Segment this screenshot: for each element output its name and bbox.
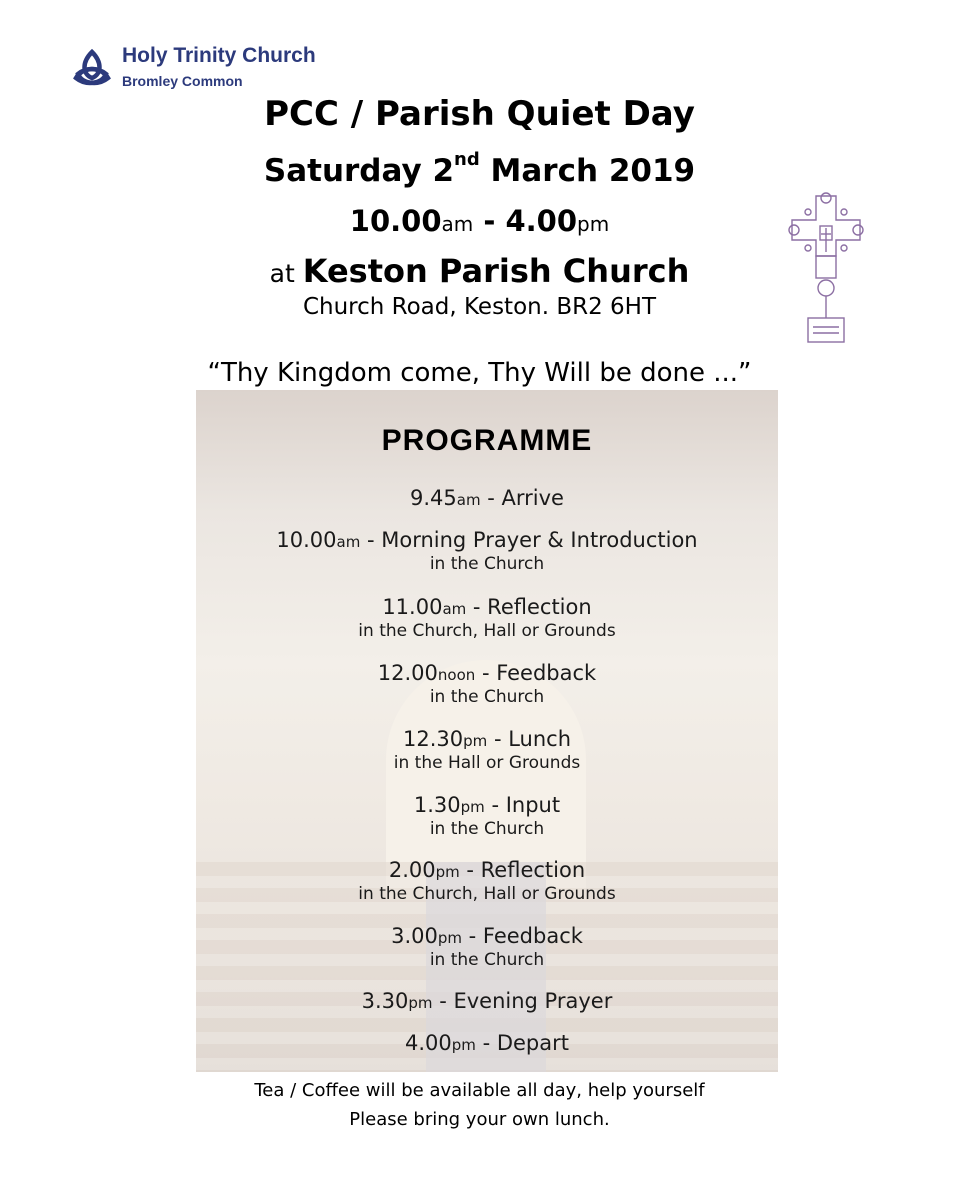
item-title: - Feedback xyxy=(461,924,583,948)
item-unit: pm xyxy=(451,1036,476,1054)
keston-cross-emblem xyxy=(786,190,866,345)
item-place: in the Church xyxy=(429,819,545,839)
item-title: - Feedback xyxy=(475,661,597,685)
programme-item xyxy=(196,486,778,510)
item-time: 12.30 xyxy=(403,727,464,751)
programme-item xyxy=(196,858,778,904)
programme-heading: PROGRAMME xyxy=(381,424,593,457)
time-start-unit: am xyxy=(441,212,474,236)
item-place: in the Church, Hall or Grounds xyxy=(358,621,616,641)
item-time: 1.30 xyxy=(413,793,461,817)
logo-church-name: Holy Trinity Church xyxy=(122,44,316,67)
item-unit: noon xyxy=(437,666,476,684)
church-logo xyxy=(72,44,362,94)
item-time: 12.00 xyxy=(377,661,438,685)
programme-item xyxy=(196,989,778,1013)
item-time: 2.00 xyxy=(388,858,436,882)
item-unit: pm xyxy=(463,732,488,750)
item-unit: am xyxy=(442,600,467,618)
programme-item xyxy=(196,727,778,773)
item-unit: pm xyxy=(460,798,485,816)
item-title: - Reflection xyxy=(459,858,586,882)
item-title: - Evening Prayer xyxy=(432,989,613,1013)
item-unit: am xyxy=(336,533,361,551)
item-time: 11.00 xyxy=(382,595,443,619)
time-end: 4.00 xyxy=(505,204,578,238)
programme-panel xyxy=(196,390,778,1072)
item-time: 4.00 xyxy=(405,1031,452,1055)
date-ordinal: nd xyxy=(454,149,480,170)
item-place: in the Church xyxy=(429,554,545,574)
item-title: - Morning Prayer & Introduction xyxy=(360,528,698,552)
item-place: in the Church, Hall or Grounds xyxy=(358,884,616,904)
item-title: - Depart xyxy=(475,1031,569,1055)
item-title: - Lunch xyxy=(487,727,571,751)
programme-item xyxy=(196,1031,778,1055)
item-unit: pm xyxy=(435,863,460,881)
item-place: in the Hall or Grounds xyxy=(393,753,581,773)
time-separator: - xyxy=(473,204,506,238)
programme-item xyxy=(196,595,778,641)
item-unit: pm xyxy=(437,929,462,947)
footer-lunch-note: Please bring your own lunch. xyxy=(349,1109,610,1130)
event-title: PCC / Parish Quiet Day xyxy=(264,94,695,134)
time-end-unit: pm xyxy=(577,212,610,236)
date-prefix: Saturday 2 xyxy=(263,153,455,189)
programme-item xyxy=(196,924,778,970)
item-time: 3.00 xyxy=(391,924,438,948)
venue-at: at xyxy=(269,259,303,288)
item-title: - Arrive xyxy=(480,486,564,510)
item-unit: pm xyxy=(408,994,433,1012)
scripture-quote: “Thy Kingdom come, Thy Will be done ...” xyxy=(207,358,752,388)
programme-item xyxy=(196,528,778,574)
item-time: 10.00 xyxy=(276,528,337,552)
venue-address: Church Road, Keston. BR2 6HT xyxy=(302,294,657,320)
item-unit: am xyxy=(456,491,481,509)
programme-item xyxy=(196,661,778,707)
trinity-knot-icon xyxy=(72,48,112,88)
item-time: 3.30 xyxy=(361,989,409,1013)
logo-church-location: Bromley Common xyxy=(122,73,243,89)
item-time: 9.45 xyxy=(410,486,457,510)
item-place: in the Church xyxy=(429,950,545,970)
venue-name: Keston Parish Church xyxy=(302,252,690,290)
footer-refreshments: Tea / Coffee will be available all day, help yourself xyxy=(254,1080,705,1101)
item-place: in the Church xyxy=(429,687,545,707)
date-suffix: March 2019 xyxy=(479,153,696,189)
item-title: - Input xyxy=(484,793,561,817)
event-date xyxy=(0,149,959,189)
time-start: 10.00 xyxy=(349,204,442,238)
programme-item xyxy=(196,793,778,839)
item-title: - Reflection xyxy=(466,595,592,619)
